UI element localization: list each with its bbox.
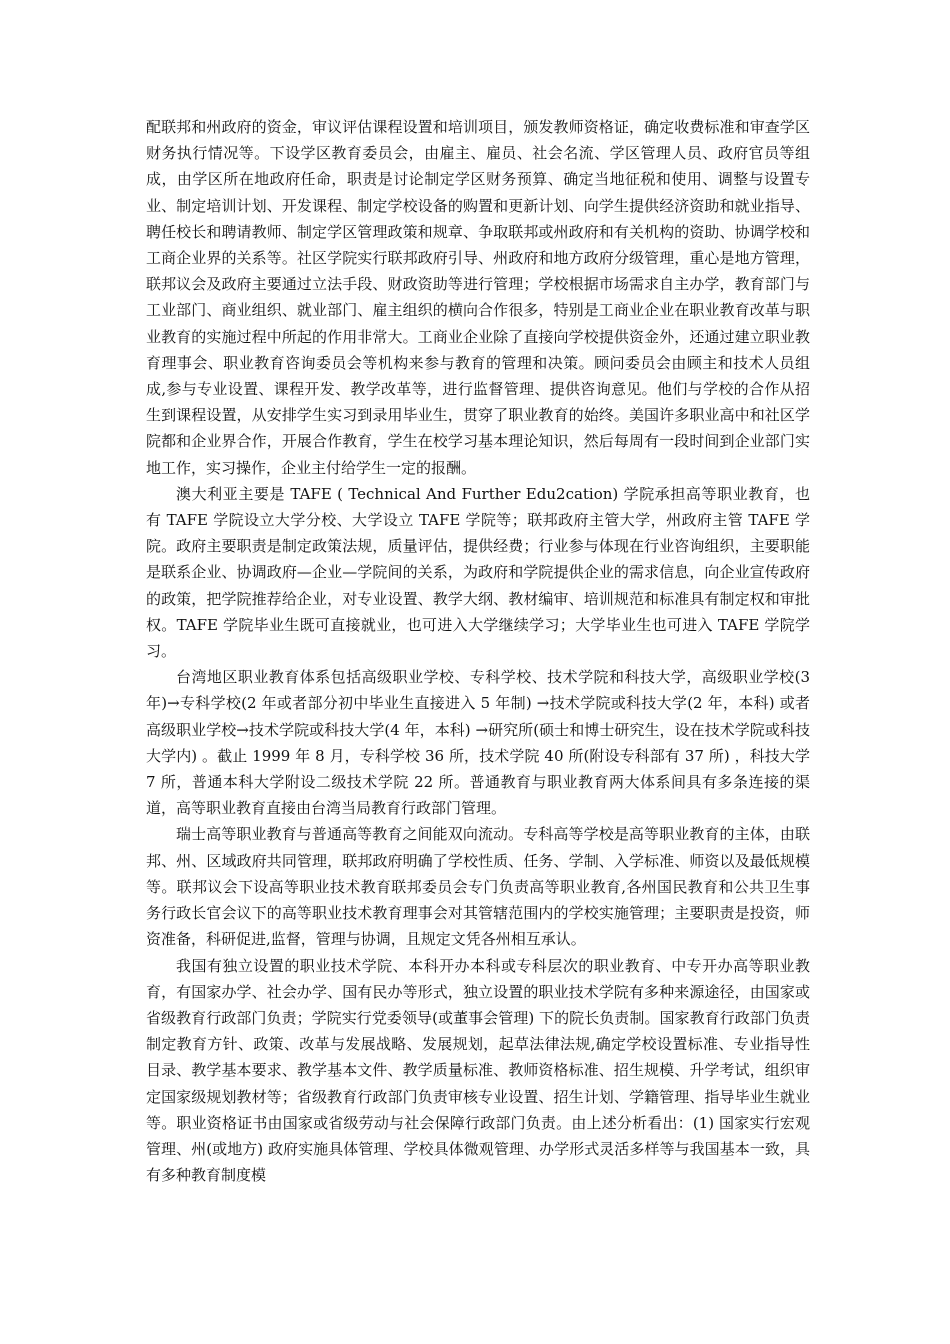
paragraph-china: 我国有独立设置的职业技术学院、本科开办本科或专科层次的职业教育、中专开办高等职业教育，有国家办学、社会办学、国有民办等形式，独立设置的职业技术学院有多种来源途径，由国家或省级教育行政部门负责；学院实行党委领导(或董事会管理) 下的院长负责制。国家教育行政部门负责制定教育方针、政策、改革与发展战略、发展规划，起草法律法规,确定学校设置标准、专业指导性目录、教学基本要求、教学基本文件、教学质量标准、教师资格标准、招生规模、升学考试，组织审定国家级规划教材等；省级教育行政部门负责审核专业设置、招生计划、学籍管理、指导毕业生就业等。职业资格证书由国家或省级劳动与社会保障行政部门负责。由上述分析看出：(1) 国家实行宏观管理、州(或地方) 政府实施具体管理、学校具体微观管理、办学形式灵活多样等与我国基本一致，具有多种教育制度模	[146, 956, 810, 1185]
paragraph-taiwan-system: 台湾地区职业教育体系包括高级职业学校、专科学校、技术学院和科技大学，高级职业学校(3 年)→专科学校(2 年或者部分初中毕业生直接进入 5 年制) →技术学院或科技大学(2 年，本科) 或者高级职业学校→技术学院或科技大学(4 年，本科) →研究所(硕士和博士研究生，设在技术学院或科技大学内) 。截止 1999 年 8 月，专科学校 36 所，技术学院 40 所(附设专科部有 37 所) ，科技大学 7 所，普通本科大学附设二级技术学院 22 所。普通教育与职业教育两大体系间具有多条连接的渠道，高等职业教育直接由台湾当局教育行政部门管理。	[146, 668, 810, 818]
paragraph-australia-tafe: 澳大利亚主要是 TAFE ( Technical And Further Edu2cation) 学院承担高等职业教育，也有 TAFE 学院设立大学分校、大学设立 TAFE 学院等；联邦政府主管大学，州政府主管 TAFE 学院。政府主要职责是制定政策法规，质量评估，提供经费；行业参与体现在行业咨询组织，主要职能是联系企业、协调政府—企业—学院间的关系，为政府和学院提供企业的需求信息，向企业宣传政府的政策，把学院推荐给企业，对专业设置、教学大纲、教材编审、培训规范和标准具有制定权和审批权。TAFE 学院毕业生既可直接就业，也可进入大学继续学习；大学毕业生也可进入 TAFE 学院学习。	[146, 484, 810, 661]
paragraph-switzerland: 瑞士高等职业教育与普通高等教育之间能双向流动。专科高等学校是高等职业教育的主体，由联邦、州、区域政府共同管理，联邦政府明确了学校性质、任务、学制、入学标准、师资以及最低规模等。联邦议会下设高等职业技术教育联邦委员会专门负责高等职业教育,各州国民教育和公共卫生事务行政长官会议下的高等职业技术教育理事会对其管辖范围内的学校实施管理；主要职责是投资，师资准备，科研促进,监督，管理与协调，且规定文凭各州相互承认。	[146, 825, 810, 949]
paragraph-us-vocational-governance: 配联邦和州政府的资金，审议评估课程设置和培训项目，颁发教师资格证，确定收费标准和审查学区财务执行情况等。下设学区教育委员会，由雇主、雇员、社会名流、学区管理人员、政府官员等组成，由学区所在地政府任命，职责是讨论制定学区财务预算、确定当地征税和使用、调整与设置专业、制定培训计划、开发课程、制定学校设备的购置和更新计划、向学生提供经济资助和就业指导、聘任校长和聘请教师、制定学区管理政策和规章、争取联邦或州政府和有关机构的资助、协调学校和工商企业界的关系等。社区学院实行联邦政府引导、州政府和地方政府分级管理，重心是地方管理，联邦议会及政府主要通过立法手段、财政资助等进行管理；学校根据市场需求自主办学，教育部门与工业部门、商业组织、就业部门、雇主组织的横向合作很多，特别是工商业企业在职业教育改革与职业教育的实施过程中所起的作用非常大。工商业企业除了直接向学校提供资金外，还通过建立职业教育理事会、职业教育咨询委员会等机构来参与教育的管理和决策。顾问委员会由顾主和技术人员组成,参与专业设置、课程开发、教学改革等，进行监督管理、提供咨询意见。他们与学校的合作从招生到课程设置，从安排学生实习到录用毕业生，贯穿了职业教育的始终。美国许多职业高中和社区学院都和企业界合作，开展合作教育，学生在校学习基本理论知识，然后每周有一段时间到企业部门实地工作，实习操作，企业主付给学生一定的报酬。	[146, 118, 810, 477]
document-body	[146, 114, 810, 1188]
